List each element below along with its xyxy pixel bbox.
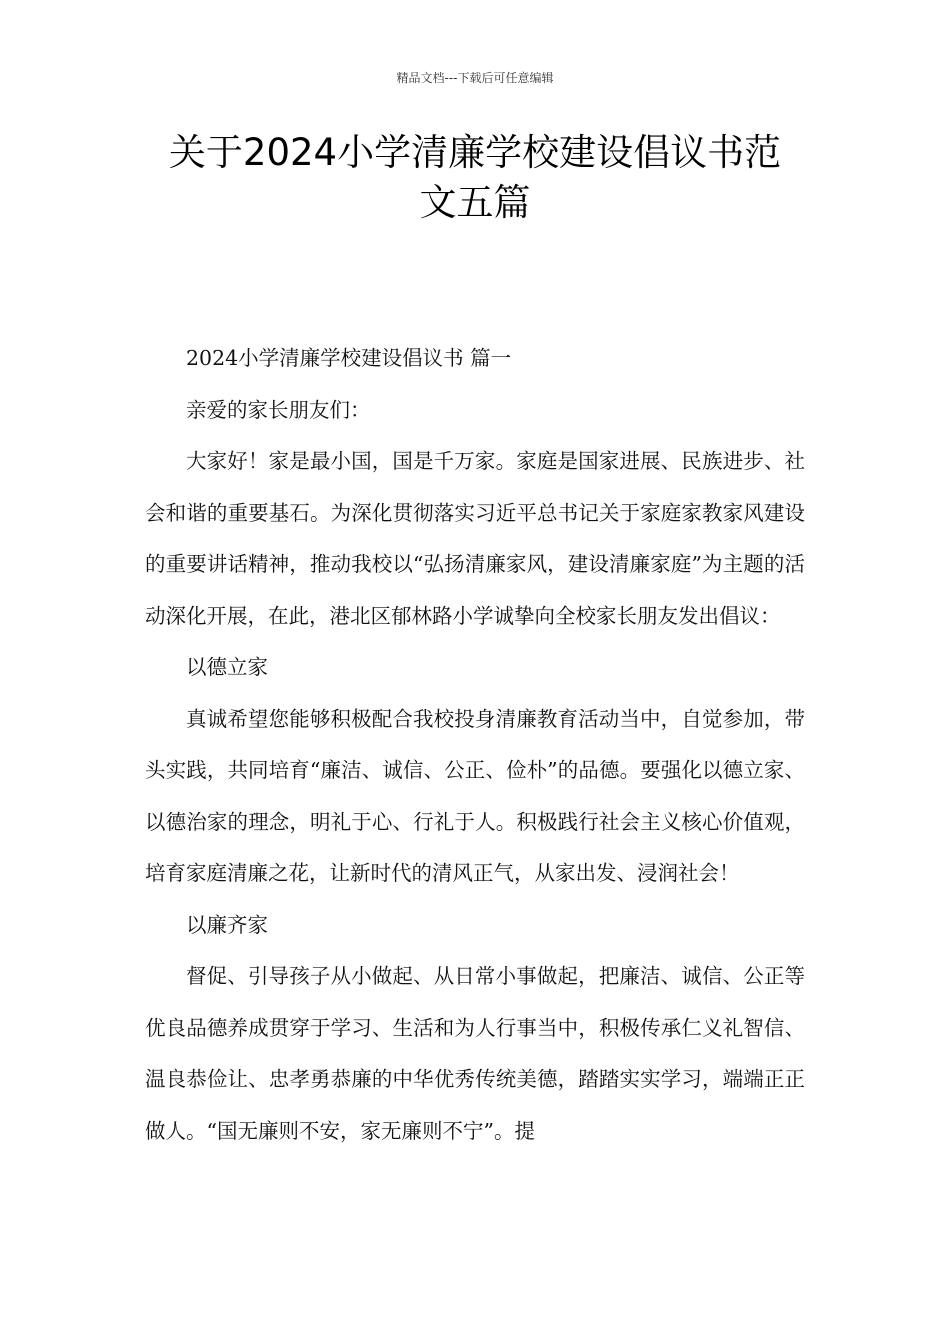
title-line-2: 文五篇 [419, 181, 531, 224]
title-line-1: 关于2024小学清廉学校建设倡议书范 [168, 131, 782, 174]
subheading-lian-qi-jia: 以廉齐家 [186, 912, 268, 937]
header-note: 精品文档---下载后可任意编辑 [396, 71, 554, 85]
document-body [145, 333, 805, 1157]
salutation: 亲爱的家长朋友们： [186, 397, 371, 422]
document-title [145, 128, 805, 228]
body-paragraph: 督促、引导孩子从小做起、从日常小事做起，把廉洁、诚信、公正等优良品德养成贯穿于学习、生活和为人行事当中，积极传承仁义礼智信、温良恭俭让、忠孝勇恭廉的中华优秀传统美德，踏踏实实学习，端端正正做人。“国无廉则不安，家无廉则不宁”。提 [145, 964, 805, 1143]
body-paragraph: 大家好！家是最小国，国是千万家。家庭是国家进展、民族进步、社会和谐的重要基石。为深化贯彻落实习近平总书记关于家庭家教家风建设的重要讲话精神，推动我校以“弘扬清廉家风，建设清廉家庭”为主题的活动深化开展，在此，港北区郁林路小学诚挚向全校家长朋友发出倡议： [145, 449, 805, 628]
subheading-de-li-jia: 以德立家 [186, 655, 268, 679]
section-heading: 2024小学清廉学校建设倡议书 篇一 [186, 346, 512, 370]
body-paragraph: 真诚希望您能够积极配合我校投身清廉教育活动当中，自觉参加，带头实践，共同培育“廉洁、诚信、公正、俭朴”的品德。要强化以德立家、以德治家的理念，明礼于心、行礼于人。积极践行社会主义核心价值观，培育家庭清廉之花，让新时代的清风正气，从家出发、浸润社会！ [145, 706, 805, 885]
